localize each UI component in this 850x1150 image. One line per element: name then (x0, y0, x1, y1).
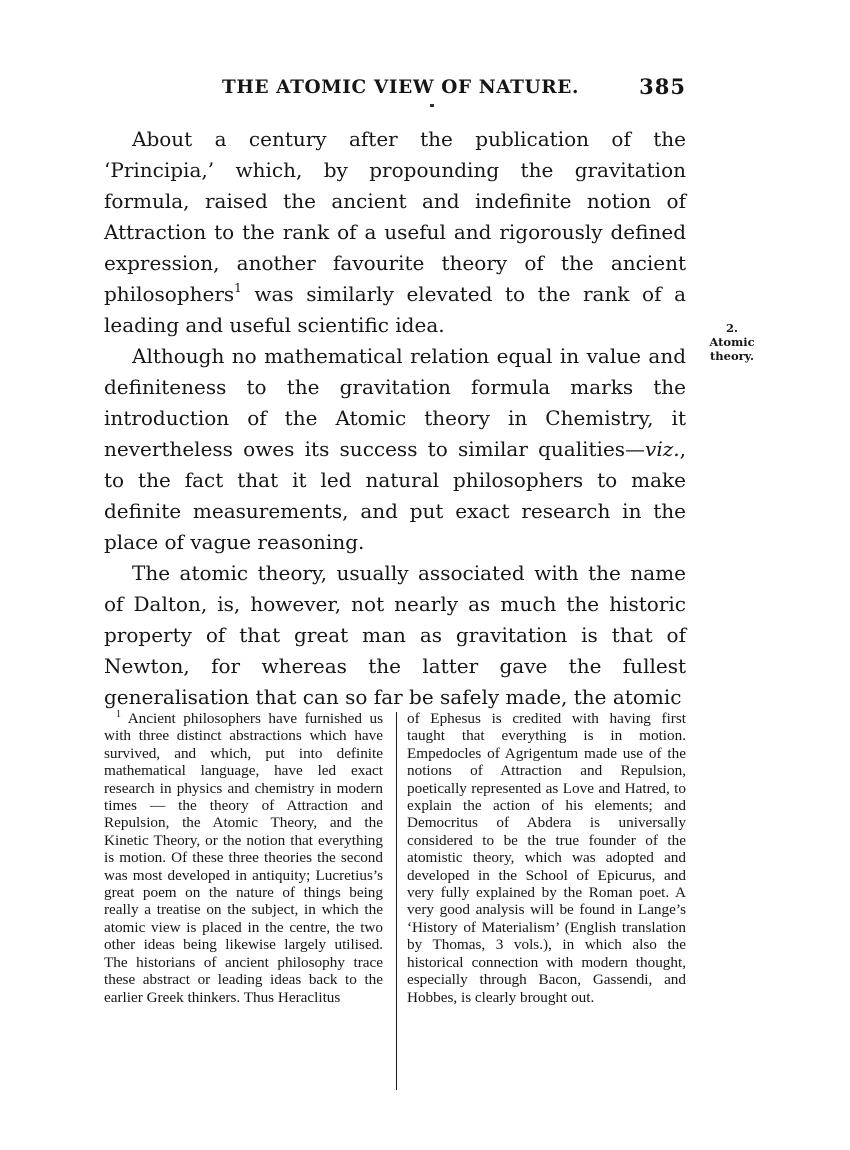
paragraph-1-text-b: was similarly elevated to the rank of a leading and useful scientific idea. (104, 282, 686, 337)
footnote-column-right (407, 710, 686, 1006)
footnote-left-text: Ancient philosophers have furnished us with three distinct abstractions which have survived, and which, put into definite mathematical language, have led exact research in physics and chemistry in modern times — the theory of Attraction and Repulsion, the Atomic Theory, and the Kinetic Theory, or the notion that everything is motion. Of these three theories the second was most developed in antiquity; Lucretius’s great poem on the nature of things being really a treatise on the subject, in which the atomic view is placed in the centre, the two other ideas being likewise largely utilised. The historians of ancient philosophy trace these abstract or leading ideas back to the earlier Greek thinkers. Thus Heraclitus (104, 710, 383, 1006)
margin-note (692, 321, 772, 363)
main-text (104, 124, 686, 713)
running-title: THE ATOMIC VIEW OF NATURE. (222, 77, 579, 98)
footnote-right-text: of Ephesus is credited with having first taught that everything is in motion. Empedocles of Agrigentum made use of the notions of Attraction and Repulsion, poetically represented as Love and Hatred, to explain the action of his elements; and Democritus of Abdera is universally considered to be the true founder of the atomistic theory, which was adopted and developed in the School of Epicurus, and very fully explained by the Roman poet. A very good analysis will be found in Lange’s ‘History of Materialism’ (English translation by Thomas, 3 vols.), in which also the historical connection with modern thought, especially through Bacon, Gassendi, and Hobbes, is clearly brought out. (407, 710, 686, 1006)
margin-note-line-2: theory. (709, 349, 755, 363)
footnote-marker: 1 (116, 709, 121, 720)
column-divider (396, 712, 397, 1090)
print-speck (430, 104, 434, 107)
paragraph-2 (104, 341, 686, 558)
paragraph-1 (104, 124, 686, 341)
page-number: 385 (639, 74, 686, 99)
running-head (104, 74, 686, 104)
footnote-column-left (104, 710, 383, 1006)
paragraph-3: The atomic theory, usually associated with the name of Dalton, is, however, not nearly as much the historic property of that great man as gravitation is that of Newton, for whereas the latter gave the fullest generalisation that can so far be safely made, the atomic (104, 561, 686, 709)
footnote-reference: 1 (234, 281, 242, 295)
margin-note-line-1: Atomic (709, 335, 755, 349)
footnotes (104, 710, 686, 1096)
paragraph-2-viz: viz. (645, 437, 680, 461)
footnote-left-paragraph (104, 710, 383, 1006)
paragraph-1-text-a: About a century after the publication of the ‘Principia,’ which, by propounding the gravitation formula, raised the ancient and indefinite notion of Attraction to the rank of a useful and rigorously defined expression, another favourite theory of the ancient philosophers (104, 127, 686, 306)
paragraph-2-text-b: , to the fact that it led natural philosophers to make definite measurements, and put exact research in the place of vague reasoning. (104, 437, 686, 554)
paragraph-2-text-a: Although no mathematical relation equal in value and definiteness to the gravitation formula marks the introduction of the Atomic theory in Chemistry, it nevertheless owes its success to similar qualities— (104, 344, 686, 461)
margin-note-number: 2. (725, 321, 738, 335)
